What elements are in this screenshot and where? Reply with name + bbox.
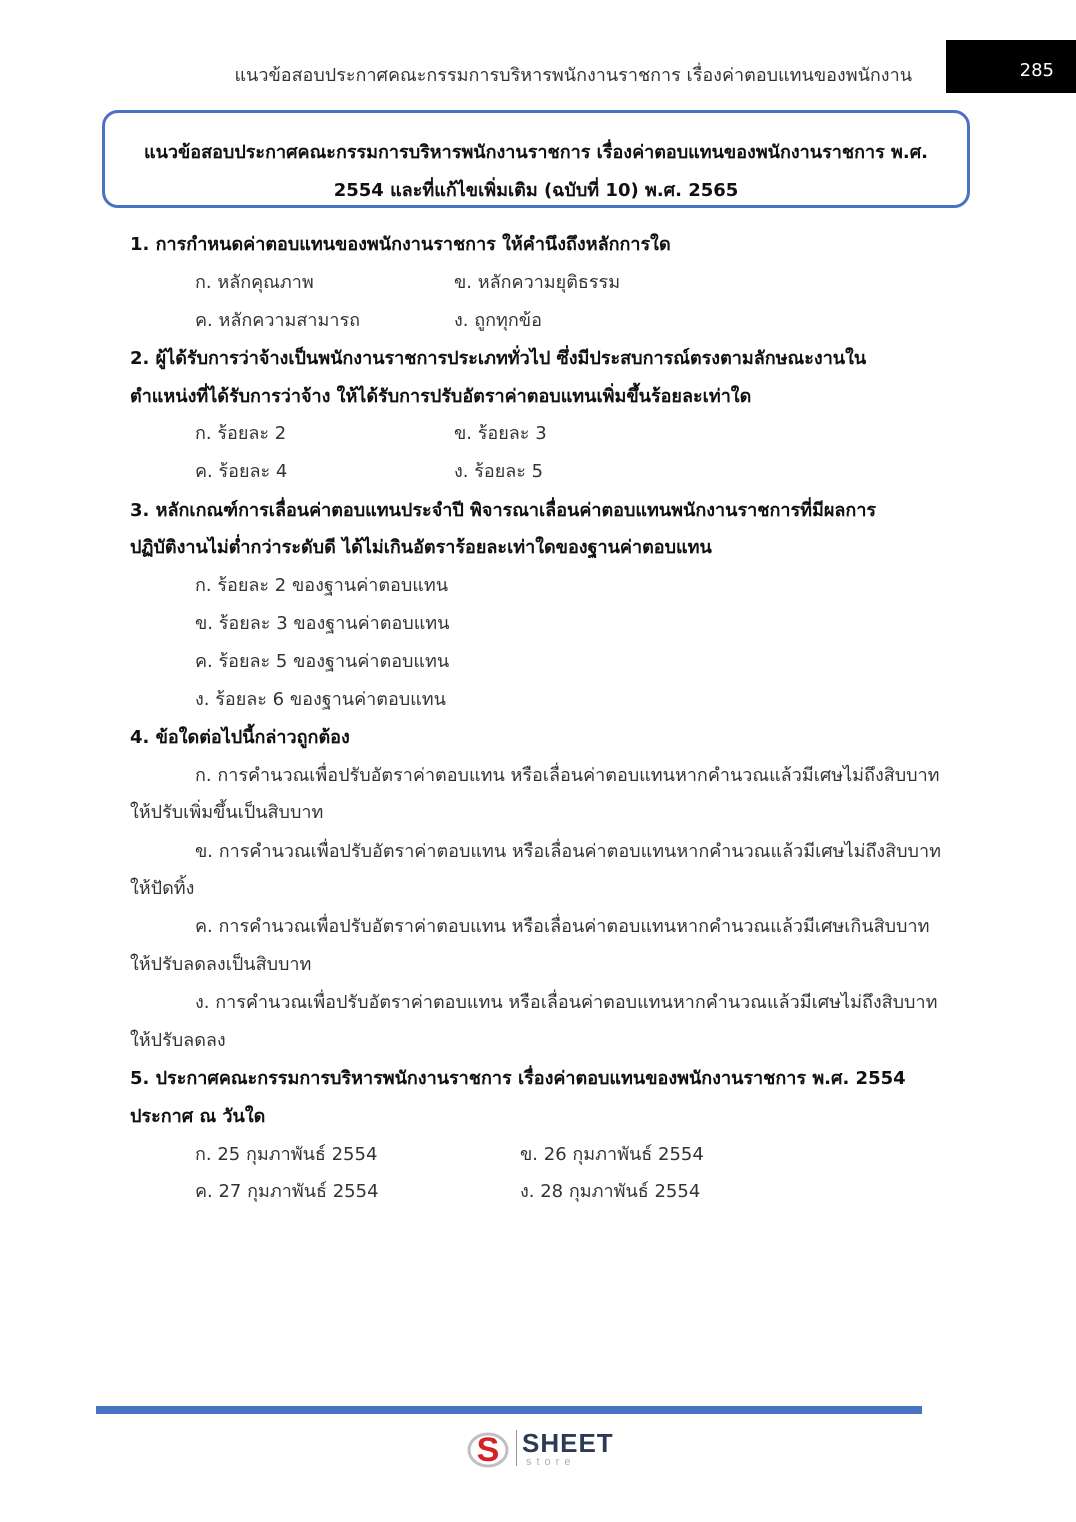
question-text: 2. ผู้ได้รับการว่าจ้างเป็นพนักงานราชการประเภททั่วไป ซึ่งมีประสบการณ์ตรงตามลักษณะงานใน [130,348,867,369]
section-title-line-1: แนวข้อสอบประกาศคณะกรรมการบริหารพนักงานราชการ เรื่องค่าตอบแทนของพนักงานราชการ พ.ศ. [143,142,928,163]
logo-s-mark-icon [466,1426,510,1470]
question-text: 5. ประกาศคณะกรรมการบริหารพนักงานราชการ เรื่องค่าตอบแทนของพนักงานราชการ พ.ศ. 2554 [130,1068,906,1089]
section-title-line-2: 2554 และที่แก้ไขเพิ่มเติม (ฉบับที่ 10) พ.ศ. 2565 [333,180,739,201]
logo-subtext: store [526,1456,576,1468]
answer-option: ข. 26 กุมภาพันธ์ 2554 [520,1144,704,1165]
answer-option: ข. การคำนวณเพื่อปรับอัตราค่าตอบแทน หรือเลื่อนค่าตอบแทนหากคำนวณแล้วมีเศษไม่ถึงสิบบาท [195,841,941,862]
answer-option: ข. ร้อยละ 3 [454,423,547,444]
logo-letter: S [476,1431,500,1469]
answer-option: ก. ร้อยละ 2 ของฐานค่าตอบแทน [195,575,449,596]
answer-option: ก. ร้อยละ 2 [195,423,287,444]
answer-option: ก. หลักคุณภาพ [195,272,314,293]
page-number-box [946,40,1076,93]
page-number: 285 [1019,60,1054,81]
answer-option: ง. ร้อยละ 5 [454,461,544,482]
answer-option: ข. ร้อยละ 3 ของฐานค่าตอบแทน [195,613,450,634]
answer-option-continued: ให้ปรับเพิ่มขึ้นเป็นสิบบาท [130,802,324,823]
sheet-store-logo [466,1426,616,1470]
answer-option-continued: ให้ปรับลดลง [130,1030,226,1051]
answer-option: ค. ร้อยละ 4 [195,461,288,482]
answer-option: ง. การคำนวณเพื่อปรับอัตราค่าตอบแทน หรือเลื่อนค่าตอบแทนหากคำนวณแล้วมีเศษไม่ถึงสิบบาท [195,992,938,1013]
question-text: ตำแหน่งที่ได้รับการว่าจ้าง ให้ได้รับการปรับอัตราค่าตอบแทนเพิ่มขึ้นร้อยละเท่าใด [130,386,752,407]
answer-option: ค. 27 กุมภาพันธ์ 2554 [195,1181,379,1202]
answer-option: ก. การคำนวณเพื่อปรับอัตราค่าตอบแทน หรือเลื่อนค่าตอบแทนหากคำนวณแล้วมีเศษไม่ถึงสิบบาท [195,765,940,786]
answer-option: ค. ร้อยละ 5 ของฐานค่าตอบแทน [195,651,450,672]
question-text: ประกาศ ณ วันใด [130,1106,266,1127]
answer-option: ค. หลักความสามารถ [195,310,361,331]
question-text: 3. หลักเกณฑ์การเลื่อนค่าตอบแทนประจำปี พิจารณาเลื่อนค่าตอบแทนพนักงานราชการที่มีผลการ [130,500,877,521]
question-text: 4. ข้อใดต่อไปนี้กล่าวถูกต้อง [130,727,350,748]
answer-option: ค. การคำนวณเพื่อปรับอัตราค่าตอบแทน หรือเลื่อนค่าตอบแทนหากคำนวณแล้วมีเศษเกินสิบบาท [195,916,930,937]
logo-divider [516,1430,517,1466]
answer-option: ข. หลักความยุติธรรม [454,272,621,293]
answer-option: ก. 25 กุมภาพันธ์ 2554 [195,1144,378,1165]
footer-rule [96,1406,922,1414]
logo-text: SHEET [522,1428,614,1458]
question-text: 1. การกำหนดค่าตอบแทนของพนักงานราชการ ให้คำนึงถึงหลักการใด [130,234,671,255]
running-header-title: แนวข้อสอบประกาศคณะกรรมการบริหารพนักงานราชการ เรื่องค่าตอบแทนของพนักงาน [234,65,912,86]
answer-option: ง. ถูกทุกข้อ [454,310,542,331]
answer-option: ง. 28 กุมภาพันธ์ 2554 [520,1181,701,1202]
answer-option-continued: ให้ปรับลดลงเป็นสิบบาท [130,954,312,975]
answer-option-continued: ให้ปัดทิ้ง [130,878,195,899]
answer-option: ง. ร้อยละ 6 ของฐานค่าตอบแทน [195,689,446,710]
question-text: ปฏิบัติงานไม่ต่ำกว่าระดับดี ได้ไม่เกินอัตราร้อยละเท่าใดของฐานค่าตอบแทน [130,537,712,558]
section-title-box [102,110,970,208]
